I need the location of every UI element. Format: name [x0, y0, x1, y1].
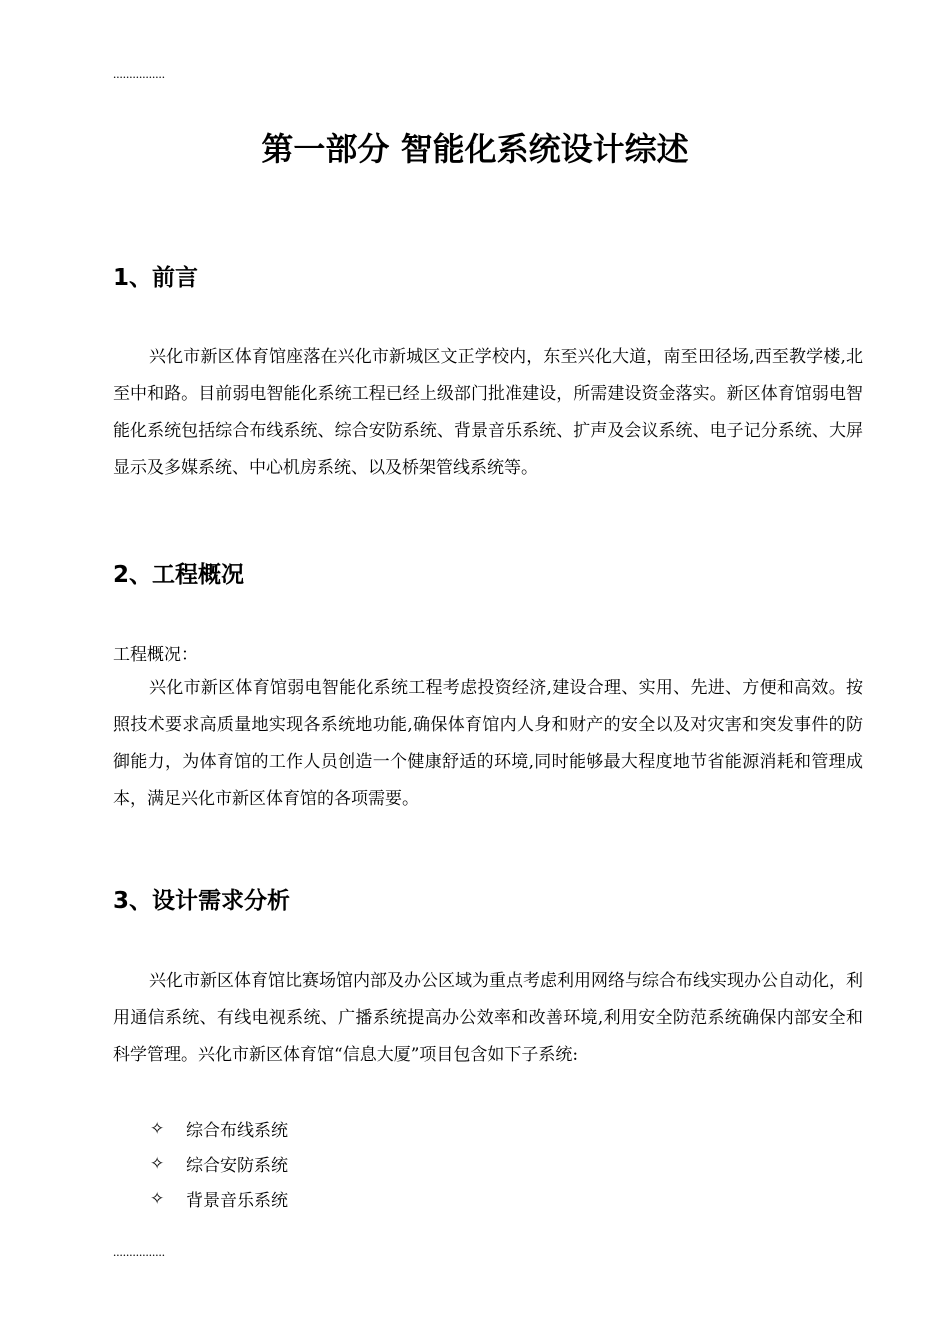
page-title: 第一部分 智能化系统设计综述 [261, 130, 689, 168]
diamond-bullet-icon: ✧ [150, 1153, 165, 1174]
header-dots: ................ [113, 66, 165, 81]
footer-dots: ................ [113, 1244, 165, 1259]
diamond-bullet-icon: ✧ [150, 1118, 165, 1139]
section-heading-3: 3、设计需求分析 [113, 888, 291, 914]
section-label-2: 工程概况： [113, 645, 198, 665]
list-item [150, 1111, 288, 1146]
list-item [150, 1146, 288, 1181]
list-item [150, 1181, 288, 1216]
section-heading-2: 2、工程概况 [113, 562, 245, 588]
section-paragraph-3: 兴化市新区体育馆比赛场馆内部及办公区域为重点考虑利用网络与综合布线实现办公自动化，利用通信系统、有线电视系统、广播系统提高办公效率和改善环境,利用安全防范系统确保内部安全和科学管理。兴化市新区体育馆“信息大厦”项目包含如下子系统: [113, 971, 863, 1065]
subsystem-list [150, 1111, 288, 1216]
section-paragraph-1: 兴化市新区体育馆座落在兴化市新城区文正学校内，东至兴化大道，南至田径场,西至教学楼,北至中和路。目前弱电智能化系统工程已经上级部门批准建设，所需建设资金落实。新区体育馆弱电智能化系统包括综合布线系统、综合安防系统、背景音乐系统、扩声及会议系统、电子记分系统、大屏显示及多媒系统、中心机房系统、以及桥架管线系统等。 [113, 347, 863, 478]
list-item-label: 综合安防系统 [186, 1156, 288, 1176]
diamond-bullet-icon: ✧ [150, 1188, 165, 1209]
section-paragraph-2: 兴化市新区体育馆弱电智能化系统工程考虑投资经济,建设合理、实用、先进、方便和高效。按照技术要求高质量地实现各系统地功能,确保体育馆内人身和财产的安全以及对灾害和突发事件的防御能力，为体育馆的工作人员创造一个健康舒适的环境,同时能够最大程度地节省能源消耗和管理成本，满足兴化市新区体育馆的各项需要。 [113, 678, 863, 809]
list-item-label: 背景音乐系统 [186, 1191, 288, 1211]
section-heading-1: 1、前言 [113, 265, 199, 291]
list-item-label: 综合布线系统 [186, 1121, 288, 1141]
